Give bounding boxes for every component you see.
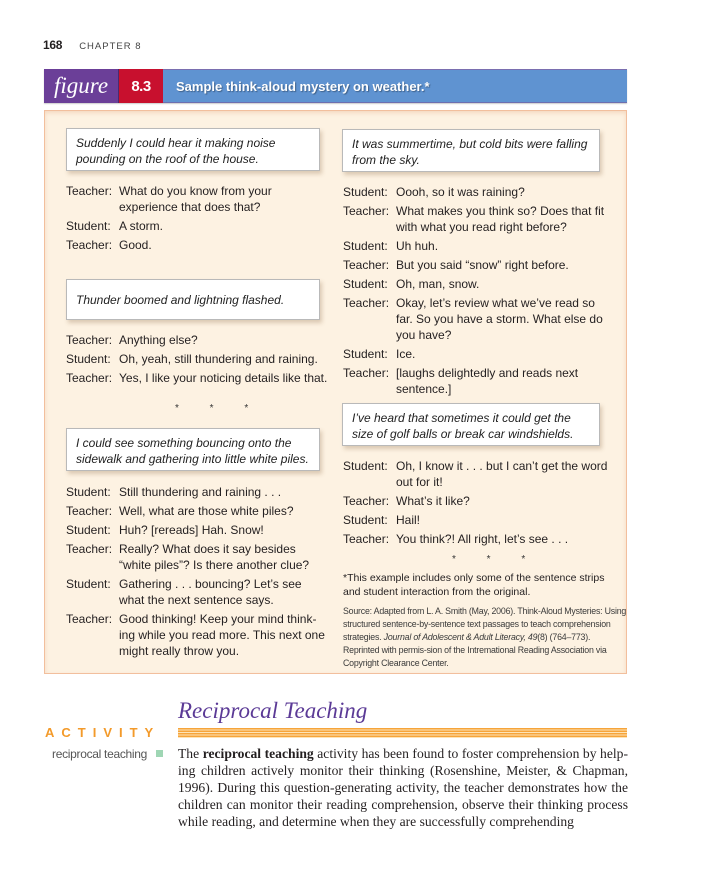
speaker: Teacher: xyxy=(66,238,113,252)
dialogue-line xyxy=(343,203,608,235)
utterance: Oh, man, snow. xyxy=(396,277,480,291)
figure-header xyxy=(44,69,627,103)
utterance: Ice. xyxy=(396,347,416,361)
activity-label: ACTIVITY xyxy=(45,725,161,740)
running-head xyxy=(43,38,142,52)
utterance: Huh? [rereads] Hah. Snow! xyxy=(119,523,264,537)
sentence-strip: Suddenly I could hear it making noise pounding on the roof of the house. xyxy=(66,128,320,171)
utterance: Still thundering and raining . . . xyxy=(119,485,282,499)
speaker: Student: xyxy=(66,577,111,591)
sentence-strip: I’ve heard that sometimes it could get the size of golf balls or break car windshields. xyxy=(342,403,600,446)
body-paragraph xyxy=(178,745,628,830)
utterance: A storm. xyxy=(119,219,164,233)
speaker: Teacher: xyxy=(343,296,390,310)
page-number: 168 xyxy=(43,38,63,52)
utterance: Okay, let’s review what we’ve read so far. So you have a storm. What else do you have? xyxy=(396,296,603,342)
dialogue-line xyxy=(343,531,608,547)
margin-note xyxy=(52,747,163,761)
figure-word: figure xyxy=(44,69,119,103)
dialogue-line xyxy=(66,611,328,659)
utterance: Hail! xyxy=(396,513,421,527)
dialogue-block xyxy=(66,332,331,389)
dialogue-line xyxy=(66,576,328,608)
speaker: Teacher: xyxy=(66,612,113,626)
dialogue-line xyxy=(66,503,328,519)
chapter-label: CHAPTER 8 xyxy=(79,41,142,52)
utterance: Anything else? xyxy=(119,333,198,347)
speaker: Student: xyxy=(343,347,388,361)
utterance: Oooh, so it was raining? xyxy=(396,185,525,199)
utterance: Good. xyxy=(119,238,152,252)
dialogue-line xyxy=(66,541,328,573)
speaker: Student: xyxy=(66,352,111,366)
square-bullet-icon xyxy=(156,750,163,757)
sentence-strip: Thunder boomed and lightning flashed. xyxy=(66,279,320,320)
dialogue-line xyxy=(66,351,331,367)
dialogue-line xyxy=(343,458,608,490)
dialogue-block xyxy=(66,484,328,662)
utterance: [laughs delightedly and reads next sentence.] xyxy=(396,366,579,396)
dialogue-line xyxy=(343,512,608,528)
speaker: Teacher: xyxy=(343,532,390,546)
dialogue-line xyxy=(343,238,608,254)
dialogue-line xyxy=(343,184,608,200)
speaker: Teacher: xyxy=(66,371,113,385)
speaker: Student: xyxy=(66,485,111,499)
speaker: Student: xyxy=(66,523,111,537)
body-intro: The xyxy=(178,746,203,761)
utterance: Really? What does it say besides “white piles”? Is there another clue? xyxy=(119,542,310,572)
figure-source xyxy=(343,605,628,670)
speaker: Teacher: xyxy=(343,366,390,380)
speaker: Teacher: xyxy=(343,494,390,508)
utterance: Well, what are those white piles? xyxy=(119,504,294,518)
utterance: Oh, I know it . . . but I can’t get the word out for it! xyxy=(396,459,608,489)
utterance: What do you know from your experience that does that? xyxy=(119,184,272,214)
utterance: You think?! All right, let’s see . . . xyxy=(396,532,569,546)
dialogue-line xyxy=(343,365,608,397)
speaker: Teacher: xyxy=(343,258,390,272)
speaker: Student: xyxy=(66,219,111,233)
speaker: Teacher: xyxy=(343,204,390,218)
dialogue-line xyxy=(343,295,608,343)
key-term: reciprocal teaching xyxy=(202,746,314,761)
source-suffix: (8) (764–773). Reprinted with permis-sion of the Intremational Reading Association via Copyright Clearance Center. xyxy=(343,632,607,668)
utterance: What’s it like? xyxy=(396,494,470,508)
dialogue-line xyxy=(66,332,331,348)
dialogue-line xyxy=(343,276,608,292)
utterance: Yes, I like your noticing details like that. xyxy=(119,371,328,385)
sentence-strip: It was summertime, but cold bits were falling from the sky. xyxy=(342,129,600,172)
speaker: Teacher: xyxy=(66,542,113,556)
figure-footnote: *This example includes only some of the sentence strips and student interaction from the original. xyxy=(343,572,605,598)
section-separator: * * * xyxy=(175,403,263,414)
utterance: But you said “snow” right before. xyxy=(396,258,569,272)
decorative-rule xyxy=(178,728,627,738)
dialogue-line xyxy=(343,346,608,362)
section-separator: * * * xyxy=(452,554,540,565)
utterance: Oh, yeah, still thundering and raining. xyxy=(119,352,318,366)
speaker: Student: xyxy=(343,277,388,291)
speaker: Student: xyxy=(343,185,388,199)
dialogue-line xyxy=(343,493,608,509)
dialogue-block xyxy=(66,183,328,256)
utterance: Gathering . . . bouncing? Let’s see what the next sentence says. xyxy=(119,577,302,607)
speaker: Teacher: xyxy=(66,333,113,347)
dialogue-line xyxy=(66,484,328,500)
dialogue-block xyxy=(343,184,608,400)
dialogue-line xyxy=(343,257,608,273)
speaker: Student: xyxy=(343,513,388,527)
speaker: Student: xyxy=(343,239,388,253)
utterance: What makes you think so? Does that fit with what you read right before? xyxy=(396,204,605,234)
dialogue-line xyxy=(66,218,328,234)
sentence-strip: I could see something bouncing onto the sidewalk and gathering into little white piles. xyxy=(66,428,320,471)
speaker: Teacher: xyxy=(66,184,113,198)
speaker: Student: xyxy=(343,459,388,473)
utterance: Good thinking! Keep your mind think-ing while you read more. This next one might really throw you. xyxy=(119,612,325,658)
speaker: Teacher: xyxy=(66,504,113,518)
section-title: Reciprocal Teaching xyxy=(178,698,368,723)
utterance: Uh huh. xyxy=(396,239,439,253)
dialogue-line xyxy=(66,370,331,386)
figure-number: 8.3 xyxy=(119,69,163,103)
body-rest: activity has been found to foster comprehension by help-ing children actively monitor their thinking (Rosenshine, Meister, & Chapman, 1996). During this question-generating activity, the teacher demonstrates how the children can monitor their reading comprehension, observe their thinking process while reading, and determine when they are successfully comprehending xyxy=(178,746,628,829)
dialogue-line xyxy=(66,183,328,215)
figure-title: Sample think-aloud mystery on weather.* xyxy=(163,69,627,103)
dialogue-line xyxy=(66,237,328,253)
dialogue-block xyxy=(343,458,608,550)
dialogue-line xyxy=(66,522,328,538)
source-prefix: Source: Adapted from L. A. Smith (May, 2006). Think-Aloud Mysteries: Using structured sentence-by-sentence text passages to teach comprehension strategies. xyxy=(343,606,627,642)
source-journal: Journal of Adolescent & Adult Literacy, 49 xyxy=(383,632,538,642)
margin-note-text: reciprocal teaching xyxy=(52,747,148,761)
